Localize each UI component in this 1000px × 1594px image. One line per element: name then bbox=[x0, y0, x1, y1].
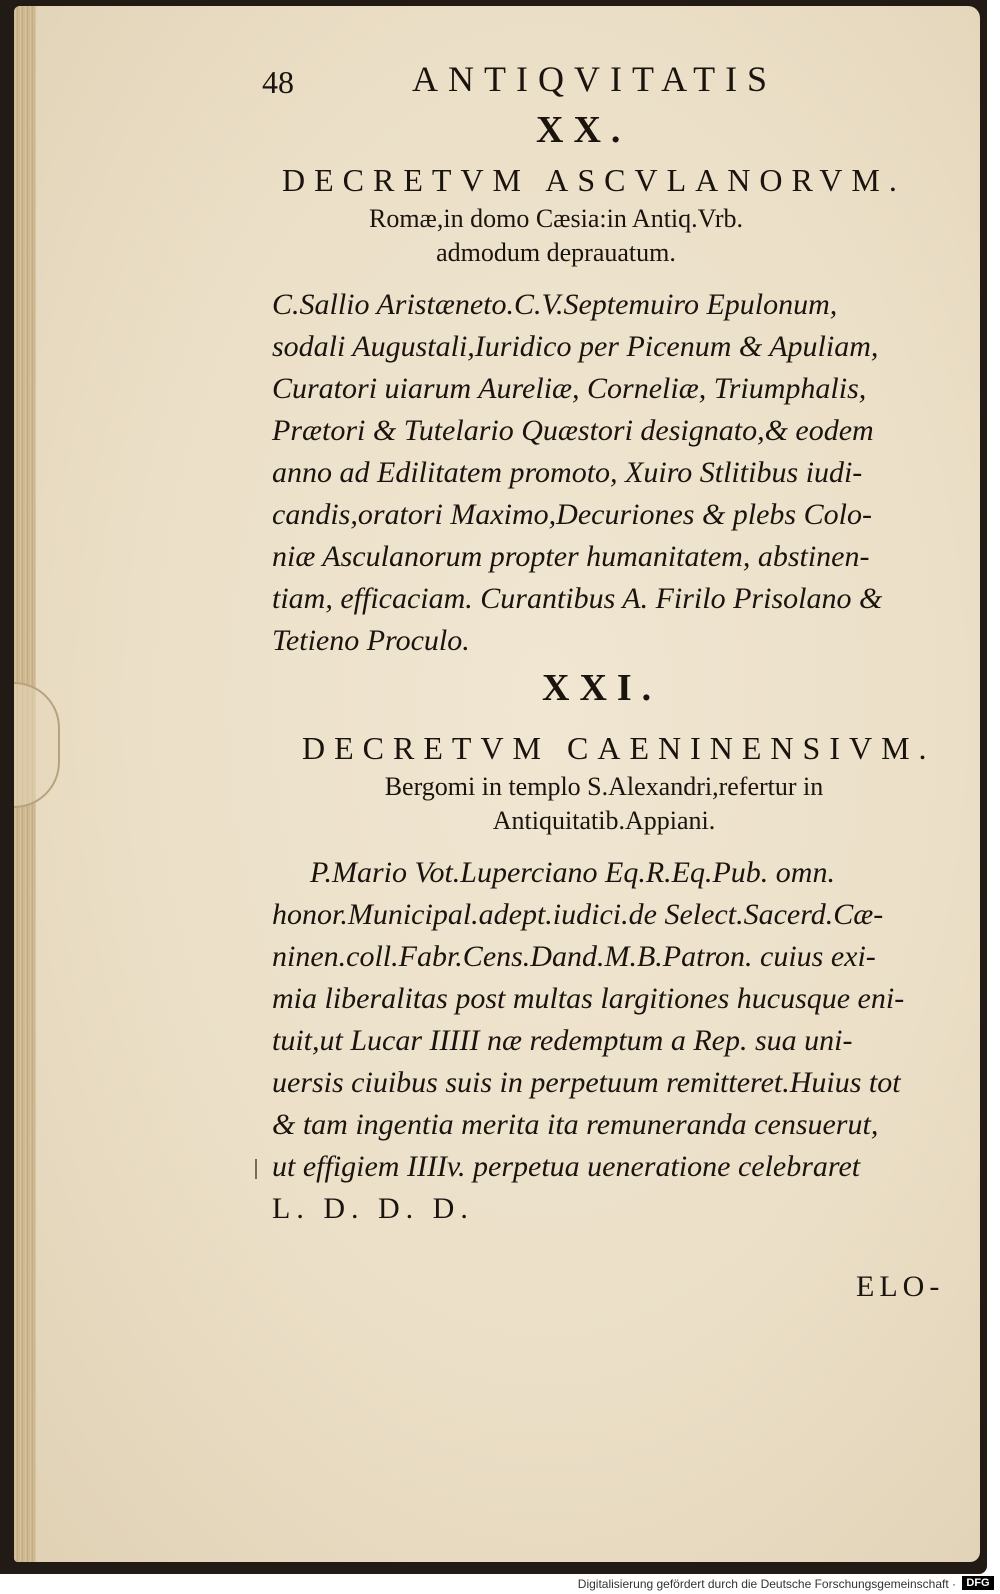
body-line: L. D. D. D. bbox=[272, 1192, 474, 1225]
body-line: ut effigiem IIIIv. perpetua ueneratione celebraret bbox=[272, 1150, 861, 1183]
section-heading-asculanorum: DECRETVM ASCVLANORVM. bbox=[282, 162, 906, 198]
dfg-logo: DFG bbox=[962, 1576, 994, 1590]
body-line: uersis ciuibus suis in perpetuum remitteret.Huius tot bbox=[272, 1066, 901, 1099]
body-line: ninen.coll.Fabr.Cens.Dand.M.B.Patron. cuius exi- bbox=[272, 940, 876, 973]
body-line: mia liberalitas post multas largitiones hucusque eni- bbox=[272, 982, 905, 1015]
body-line: honor.Municipal.adept.iudici.de Select.Sacerd.Cæ- bbox=[272, 898, 884, 931]
body-line: tiam, efficaciam. Curantibus A. Firilo Prisolano & bbox=[272, 582, 883, 615]
catchword: ELO- bbox=[856, 1270, 945, 1303]
section-numeral-xxi: XXI. bbox=[542, 667, 662, 709]
body-line: Prætori & Tutelario Quæstori designato,& eodem bbox=[272, 414, 874, 447]
source-line: Antiquitatib.Appiani. bbox=[492, 806, 716, 835]
margin-mark bbox=[255, 1159, 257, 1179]
source-line: admodum deprauatum. bbox=[436, 238, 676, 267]
book-page bbox=[14, 6, 980, 1562]
body-line: tuit,ut Lucar IIIII næ redemptum a Rep. sua uni- bbox=[272, 1024, 853, 1057]
page-number: 48 bbox=[262, 64, 294, 100]
body-line: C.Sallio Aristæneto.C.V.Septemuiro Epulonum, bbox=[272, 288, 838, 321]
body-line: Tetieno Proculo. bbox=[272, 624, 470, 657]
footer-credit: Digitalisierung gefördert durch die Deutsche Forschungsgemeinschaft · bbox=[577, 1577, 956, 1591]
page-tab bbox=[14, 682, 60, 808]
footer-bar bbox=[0, 1574, 1000, 1594]
body-line: Curatori uiarum Aureliæ, Corneliæ, Triumphalis, bbox=[272, 372, 867, 405]
running-head bbox=[262, 58, 802, 108]
section-heading-caeninensium: DECRETVM CAENINENSIVM. bbox=[302, 730, 936, 766]
body-line: candis,oratori Maximo,Decuriones & plebs Colo- bbox=[272, 498, 872, 531]
body-line: sodali Augustali,Iuridico per Picenum & Apuliam, bbox=[272, 330, 879, 363]
body-line: & tam ingentia merita ita remuneranda censuerut, bbox=[272, 1108, 879, 1141]
body-line: anno ad Edilitatem promoto, Xuiro Stlitibus iudi- bbox=[272, 456, 863, 489]
body-line: niæ Asculanorum propter humanitatem, abstinen- bbox=[272, 540, 870, 573]
running-title: ANTIQVITATIS bbox=[412, 59, 778, 99]
source-line: Romæ,in domo Cæsia:in Antiq.Vrb. bbox=[368, 204, 744, 233]
source-line: Bergomi in templo S.Alexandri,refertur in bbox=[384, 772, 824, 801]
section-numeral-xx: XX. bbox=[536, 109, 631, 151]
body-line: P.Mario Vot.Luperciano Eq.R.Eq.Pub. omn. bbox=[310, 856, 835, 889]
